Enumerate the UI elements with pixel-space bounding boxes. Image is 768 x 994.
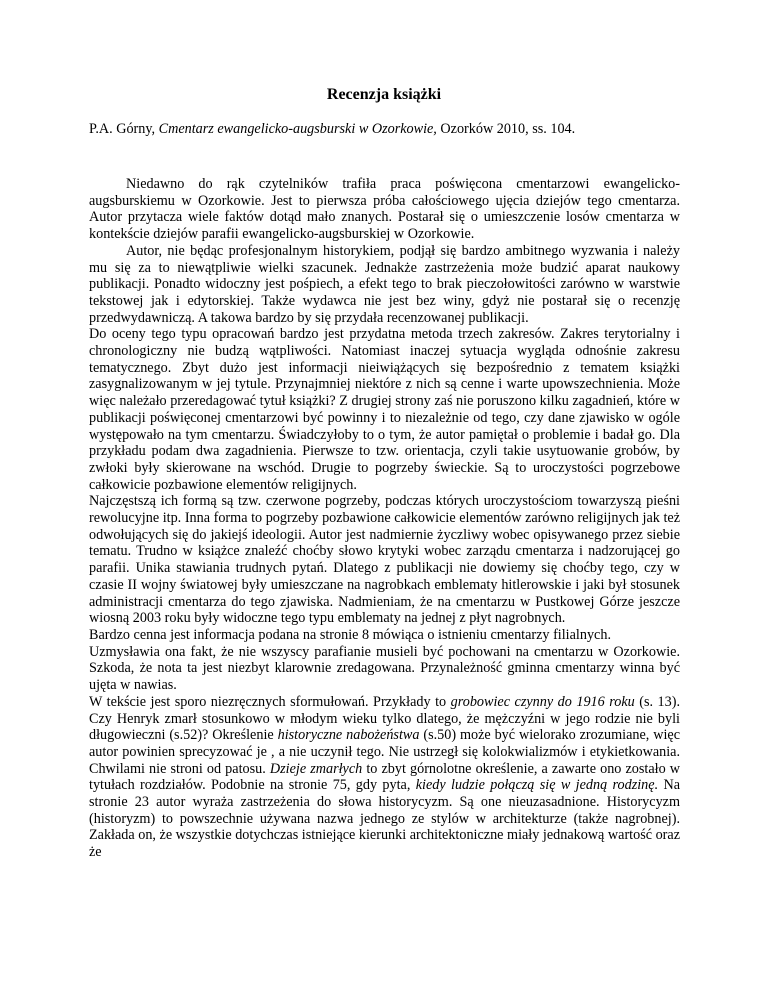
paragraph-7-text-3: (s.50) może być wielorako zrozumiane, więc autor powinien sprecyzować je , a nie uczynił tego. Nie ustrzegł się kolokwializmów i etykietkowania. Chwilami nie stroni od patosu. <box>89 727 680 777</box>
review-body <box>89 176 680 861</box>
paragraph-7-text-1: W tekście jest sporo niezręcznych sformułowań. Przykłady to <box>89 693 447 710</box>
citation-book-title: Cmentarz ewangelicko-augsburski w Ozorkowie, <box>158 121 437 137</box>
paragraph-7-italic-2: historyczne nabożeństwa <box>277 727 420 744</box>
paragraph-7 <box>89 694 680 861</box>
paragraph-7-text-5: Na stronie 23 autor wyraża zastrzeżenia do słowa historycyzm. Są one nieuzasadnione. Historycyzm (historyzm) to powszechnie używana nazwa jednego ze stylów w architekturze (także nagrobnej). Zakłada on, że wszystkie dotychczas istniejące kierunki architektoniczne miały jednakową wartość oraz że <box>89 777 681 861</box>
paragraph-3: Do oceny tego typu opracowań bardzo jest przydatna metoda trzech zakresów. Zakres terytorialny i chronologiczny nie budzą wątpliwości. Natomiast inaczej sytuacja wygląda odnośnie zakresu tematycznego. Zbyt dużo jest informacji nieiwiążących się bezpośrednio z tematem książki zasygnalizowanym w jej tytule. Przynajmniej niektóre z nich są cenne i warte upowszechnienia. Może więc należało przeredagować tytuł książki? Z drugiej strony zaś nie poruszono kilku zagadnień, które w publikacji poświęconej cmentarzowi być powinny i to niezależnie od tego, czy dane zjawisko w ogóle występowało na tym cmentarzu. Świadczyłoby to o tym, że autor pamiętał o problemie i badał go. Dla przykładu podam dwa zagadnienia. Pierwsze to tzw. orientacja, czyli takie usytuowanie grobów, by zwłoki były skierowane na wschód. Drugie to pogrzeby świeckie. Są to uroczystości pogrzebowe całkowicie pozbawione elementów religijnych. <box>89 326 680 493</box>
paragraph-7-italic-4: kiedy ludzie połączą się w jedną rodzinę. <box>415 777 659 794</box>
paragraph-1: Niedawno do rąk czytelników trafiła praca poświęcona cmentarzowi ewangelicko-augsburskiemu w Ozorkowie. Jest to pierwsza próba całościowego ujęcia dziejów tego cmentarza. Autor przytacza wiele faktów dotąd mało znanych. Postarał się o umieszczenie losów cmentarza w kontekście dziejów parafii ewangelicko-augsburskiej w Ozorkowie. <box>89 176 680 243</box>
paragraph-6: Uzmysławia ona fakt, że nie wszyscy parafianie musieli być pochowani na cmentarzu w Ozorkowie. Szkoda, że nota ta jest niezbyt klarownie zredagowana. Przynależność gminna cmentarzy winna być ujęta w nawias. <box>89 643 680 694</box>
paragraph-7-text-2: (s. 13). Czy Henryk zmarł stosunkowo w młodym wieku tylko dlatego, że mężczyźni w jego rodzie nie byli długowieczni (s.52)? Określenie <box>89 693 680 744</box>
paragraph-7-italic-3: Dzieje zmarłych <box>269 760 363 777</box>
book-citation <box>89 121 689 138</box>
paragraph-5: Bardzo cenna jest informacja podana na stronie 8 mówiąca o istnieniu cmentarzy filialnych. <box>89 626 611 643</box>
paragraph-2: Autor, nie będąc profesjonalnym historykiem, podjął się bardzo ambitnego wyzwania i należy mu się za to niewątpliwie wielki szacunek. Jednakże zastrzeżenia może budzić aparat naukowy publikacji. Ponadto widoczny jest pośpiech, a efekt tego to brak pieczołowitości zarówno w warstwie tekstowej jak i edytorskiej. Także wydawca nie jest bez winy, gdyż nie postarał się o recenzję przedwydawniczą. A takowa bardzo by się przydała recenzowanej publikacji. <box>89 242 680 326</box>
citation-author: P.A. Górny, <box>89 121 156 137</box>
paragraph-4: Najczęstszą ich formą są tzw. czerwone pogrzeby, podczas których uroczystościom towarzyszą pieśni rewolucyjne itp. Inna forma to pogrzeby pozbawione całkowicie elementów zarówno religijnych jak też odwołujących się do jakiejś ideologii. Autor jest nadmiernie życzliwy wobec opisywanego przez siebie tematu. Trudno w książce znaleźć choćby słowo krytyki wobec zarządu cmentarza i nadzorującej go parafii. Unika stawiania trudnych pytań. Dlatego z publikacji nie dowiemy się choćby tego, czy w czasie II wojny światowej były umieszczane na nagrobkach emblematy hitlerowskie i jaki był stosunek administracji cmentarza do tego zjawiska. Nadmieniam, że na cmentarzu w Pustkowej Górze jeszcze wiosną 2003 roku były widoczne tego typu emblematy na jednej z płyt nagrobnych. <box>89 493 680 627</box>
citation-publication: Ozorków 2010, ss. 104. <box>440 121 576 137</box>
paragraph-7-text-4: to zbyt górnolotne określenie, a zawarte ono zostało w tytułach rozdziałów. Podobnie na stronie 75, gdy pyta, <box>89 760 681 794</box>
paragraph-7-italic-1: grobowiec czynny do 1916 roku <box>450 693 635 710</box>
page-title: Recenzja książki <box>326 86 442 103</box>
